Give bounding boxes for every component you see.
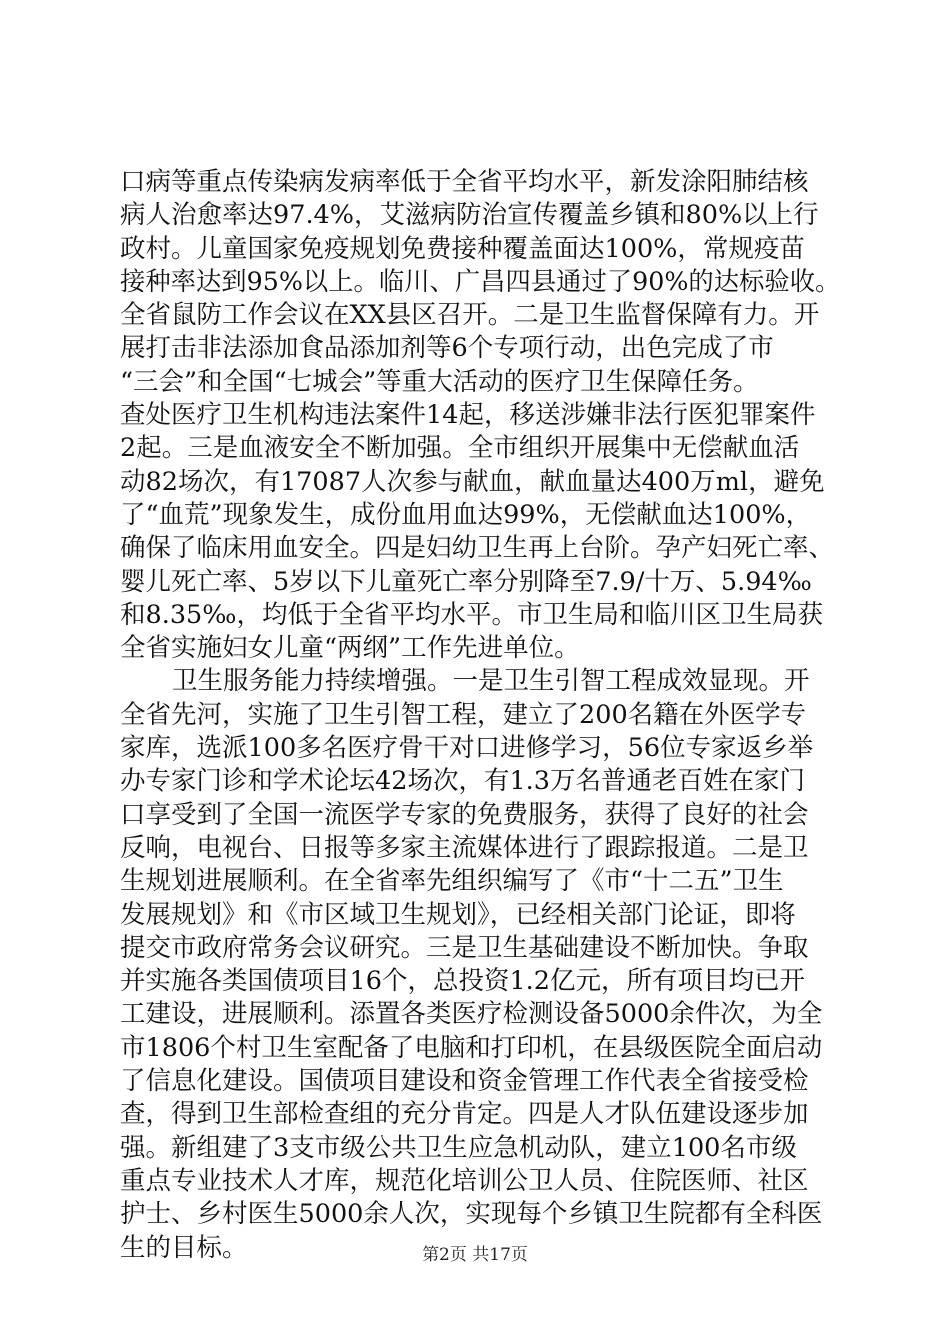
text-line: 政村。儿童国家免疫规划免费接种覆盖面达100%，常规疫苗 xyxy=(120,233,805,264)
text-line: 全省实施妇女儿童“两纲”工作先进单位。 xyxy=(120,633,580,664)
paragraph-start-line: 卫生服务能力持续增强。一是卫生引智工程成效显现。开 xyxy=(172,666,810,697)
text-line: 发展规划》和《市区域卫生规划》，已经相关部门论证，即将 xyxy=(120,899,796,930)
text-line: 市1806个村卫生室配备了电脑和打印机，在县级医院全面启动 xyxy=(120,1032,823,1063)
text-line: 展打击非法添加食品添加剂等6个专项行动，出色完成了市 xyxy=(120,333,774,364)
text-line: 接种率达到95%以上。临川、广昌四县通过了90%的达标验收。 xyxy=(120,266,841,297)
text-line: 动82场次，有17087人次参与献血，献血量达400万ml，避免 xyxy=(120,466,825,497)
text-line: 查，得到卫生部检查组的充分肯定。四是人才队伍建设逐步加 xyxy=(120,1099,809,1130)
text-line: 反响，电视台、日报等多家主流媒体进行了跟踪报道。二是卫 xyxy=(120,832,809,863)
text-line: 口享受到了全国一流医学专家的免费服务，获得了良好的社会 xyxy=(120,799,809,830)
text-line: 护士、乡村医生5000余人次，实现每个乡镇卫生院都有全科医 xyxy=(120,1199,823,1230)
page-number-footer: 第2页 共17页 xyxy=(422,1245,528,1265)
text-line: 强。新组建了3支市级公共卫生应急机动队，建立100名市级 xyxy=(120,1132,797,1163)
text-line: 口病等重点传染病发病率低于全省平均水平，新发涂阳肺结核 xyxy=(120,167,809,197)
text-line: 生规划进展顺利。在全省率先组织编写了《市“十二五”卫生 xyxy=(120,866,784,897)
text-line: 了“血荒”现象发生，成份血用血达99%，无偿献血达100%， xyxy=(120,499,812,530)
document-body xyxy=(120,166,840,1265)
text-line: 并实施各类国债项目16个，总投资1.2亿元，所有项目均已开 xyxy=(120,966,806,997)
text-line: 重点专业技术人才库，规范化培训公卫人员、住院医师、社区 xyxy=(120,1165,809,1196)
text-line: 家库，选派100多名医疗骨干对口进修学习，56位专家返乡举 xyxy=(120,733,814,764)
text-line: “三会”和全国“七城会”等重大活动的医疗卫生保障任务。 xyxy=(120,366,759,397)
text-line: 查处医疗卫生机构违法案件14起，移送涉嫌非法行医犯罪案件 xyxy=(120,400,816,431)
text-line: 全省先河，实施了卫生引智工程，建立了200名籍在外医学专 xyxy=(120,699,807,730)
text-line: 生的目标。 xyxy=(120,1232,248,1263)
text-line: 全省鼠防工作会议在XX县区召开。二是卫生监督保障有力。开 xyxy=(120,300,820,331)
text-line: 了信息化建设。国债项目建设和资金管理工作代表全省接受检 xyxy=(120,1066,809,1097)
text-line: 提交市政府常务会议研究。三是卫生基础建设不断加快。争取 xyxy=(120,932,809,963)
text-line: 和8.35‰，均低于全省平均水平。市卫生局和临川区卫生局获 xyxy=(120,599,823,630)
text-line: 2起。三是血液安全不断加强。全市组织开展集中无偿献血活 xyxy=(120,433,800,464)
text-line: 工建设，进展顺利。添置各类医疗检测设备5000余件次，为全 xyxy=(120,999,823,1030)
text-line: 办专家门诊和学术论坛42场次，有1.3万名普通老百姓在家门 xyxy=(120,766,806,797)
text-line: 病人治愈率达97.4%，艾滋病防治宣传覆盖乡镇和80%以上行 xyxy=(120,200,819,231)
text-line: 婴儿死亡率、5岁以下儿童死亡率分别降至7.9/十万、5.94‰ xyxy=(120,566,812,597)
text-line: 确保了临床用血安全。四是妇幼卫生再上台阶。孕产妇死亡率、 xyxy=(120,533,835,564)
